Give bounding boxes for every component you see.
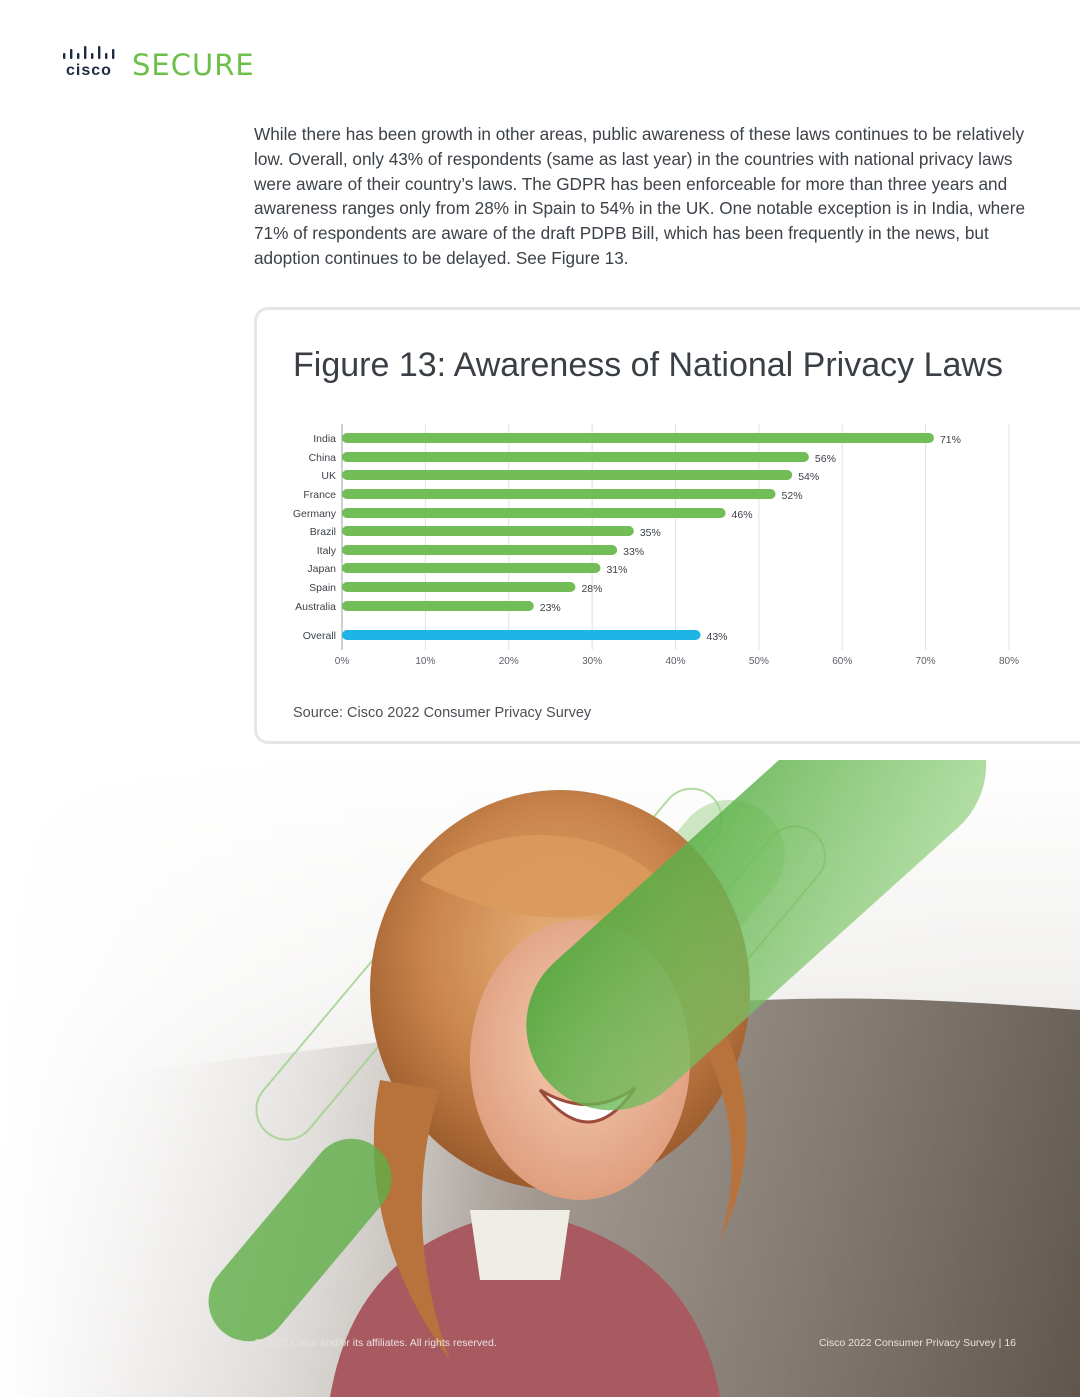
data-label: 33% [623,546,645,558]
data-label: 23% [539,602,561,614]
category-label: Japan [307,563,336,575]
bar [342,452,809,462]
figure-source: Source: Cisco 2022 Consumer Privacy Survey [293,705,592,721]
bar [342,526,634,536]
x-tick-label: 10% [415,656,436,667]
x-tick-label: 40% [665,656,686,667]
category-label: India [313,433,336,445]
category-label: Spain [309,582,336,594]
category-label: UK [321,470,336,482]
footer-page-info: Cisco 2022 Consumer Privacy Survey | 16 [818,1337,1016,1349]
data-label: 54% [798,471,820,483]
data-label: 46% [731,509,753,521]
data-label: 71% [939,434,961,446]
cisco-bars-icon [62,46,120,62]
smiling-woman-illustration [0,760,1080,1397]
bar [342,630,701,640]
hero-photo [0,760,1080,1397]
cisco-wordmark: cisco [66,62,112,79]
figure-title: Figure 13: Awareness of National Privacy Laws [293,346,1003,384]
data-label: 28% [581,583,603,595]
x-tick-label: 0% [334,656,350,667]
data-label: 56% [814,453,836,465]
secure-wordmark: SECURE [132,48,255,82]
figure-card [254,307,1080,744]
x-tick-label: 70% [915,656,936,667]
x-tick-label: 50% [748,656,769,667]
data-label: 43% [706,631,728,643]
cisco-secure-logo [62,44,255,88]
x-tick-label: 60% [832,656,853,667]
category-label: Germany [292,508,336,520]
category-label: Overall [302,630,336,642]
bar [342,508,726,518]
bar [342,582,575,592]
bar [342,545,617,555]
bar [342,563,600,573]
intro-paragraph: While there has been growth in other areas, public awareness of these laws continues to be relatively low. Overall, only 43% of respondents (same as last year) in the countries with national privacy laws were aware of their country’s laws. The GDPR has been enforceable for more than three years and awareness ranges only from 28% in Spain to 54% in the UK. One notable exception is in India, where 71% of respondents are aware of the draft PDPB Bill, which has been frequently in the news, but adoption continues to be delayed. See Figure 13. [254,124,1026,268]
category-label: France [303,489,336,501]
category-label: Australia [295,601,336,613]
footer-copyright: © 2022 Cisco and/or its affiliates. All rights reserved. [254,1337,497,1349]
data-label: 31% [606,564,628,576]
category-label: Italy [316,545,336,557]
bar [342,470,792,480]
x-tick-label: 30% [582,656,603,667]
bar [342,433,934,443]
x-tick-label: 80% [998,656,1020,667]
bar-chart [257,310,1080,730]
bar [342,489,776,499]
bar [342,601,534,611]
data-label: 35% [639,527,661,539]
category-label: China [308,452,336,464]
x-tick-label: 20% [498,656,519,667]
data-label: 52% [781,490,803,502]
category-label: Brazil [309,526,336,538]
